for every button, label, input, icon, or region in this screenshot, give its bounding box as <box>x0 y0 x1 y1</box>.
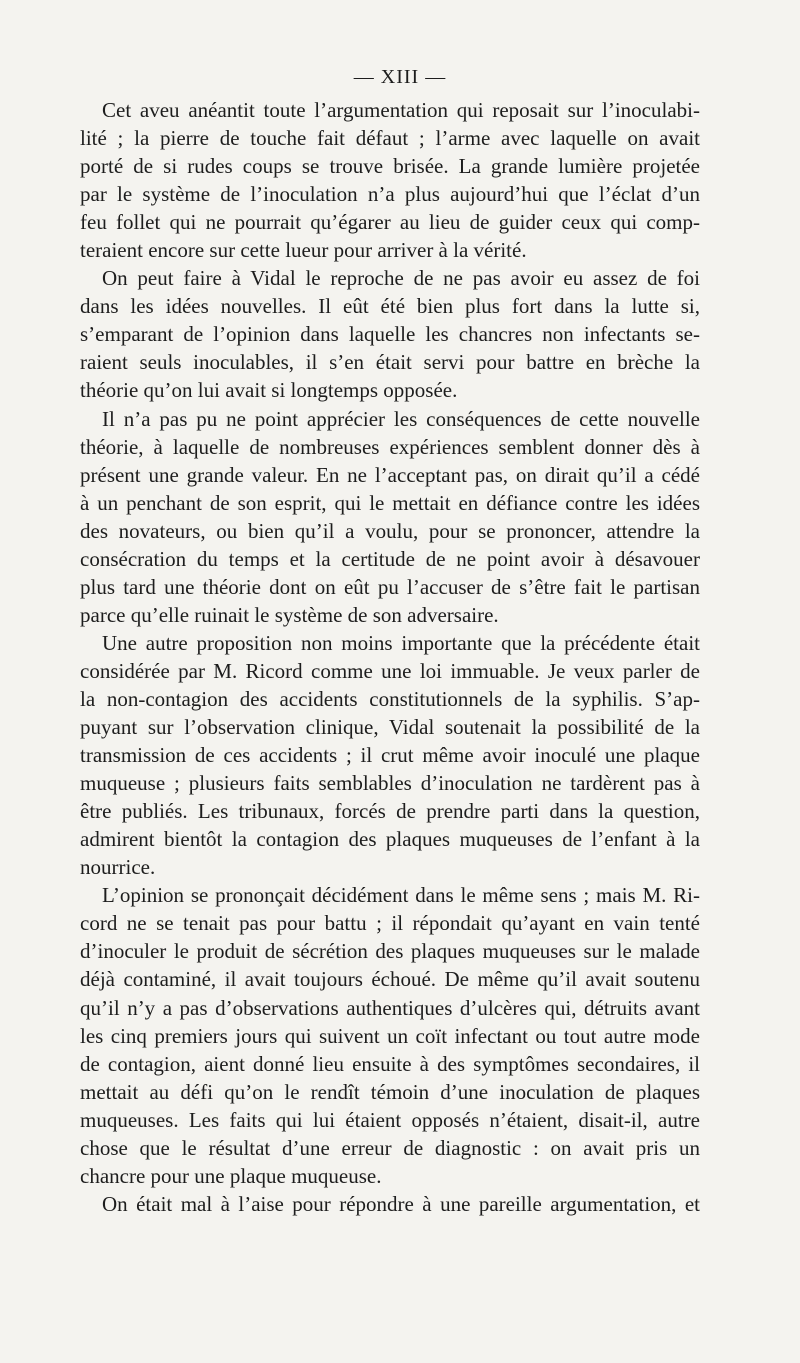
text-line: considérée par M. Ricord comme une loi immuable. Je veux parler de <box>80 658 700 683</box>
text-line: teraient encore sur cette lueur pour arriver à la vérité. <box>80 238 527 263</box>
text-line: consécration du temps et la certitude de ne point avoir à désavouer <box>80 546 700 571</box>
text-line: muqueuses. Les faits qui lui étaient opposés n’étaient, disait-il, autre <box>80 1107 700 1132</box>
text-line: puyant sur l’observation clinique, Vidal soutenait la possibilité de la <box>80 715 700 740</box>
body-text <box>80 96 700 1218</box>
text-line: lité ; la pierre de touche fait défaut ; l’arme avec laquelle on avait <box>80 126 700 151</box>
page-number: — XIII — <box>353 66 447 88</box>
text-line: On était mal à l’aise pour répondre à une pareille argumentation, et <box>102 1191 700 1216</box>
text-line: transmission de ces accidents ; il crut même avoir inoculé une plaque <box>80 743 700 768</box>
text-line: Une autre proposition non moins importante que la précédente était <box>102 630 700 655</box>
text-line: théorie, à laquelle de nombreuses expériences semblent donner dès à <box>80 434 700 459</box>
text-line: plus tard une théorie dont on eût pu l’accuser de s’être fait le partisan <box>80 574 700 599</box>
text-line: être publiés. Les tribunaux, forcés de prendre parti dans la question, <box>80 799 700 824</box>
text-line: cord ne se tenait pas pour battu ; il répondait qu’ayant en vain tenté <box>80 911 700 936</box>
text-line: nourrice. <box>80 855 156 880</box>
text-line: On peut faire à Vidal le reproche de ne pas avoir eu assez de foi <box>102 266 700 291</box>
text-line: théorie qu’on lui avait si longtemps opposée. <box>80 378 458 403</box>
text-line: à un penchant de son esprit, qui le mettait en défiance contre les idées <box>80 490 700 515</box>
text-line: Cet aveu anéantit toute l’argumentation qui reposait sur l’inoculabi- <box>102 98 700 122</box>
text-line: les cinq premiers jours qui suivent un coït infectant ou tout autre mode <box>80 1023 700 1048</box>
text-line: qu’il n’y a pas d’observations authentiques d’ulcères qui, détruits avant <box>80 995 700 1020</box>
text-line: chancre pour une plaque muqueuse. <box>80 1163 382 1188</box>
text-line: présent une grande valeur. En ne l’acceptant pas, on dirait qu’il a cédé <box>80 462 700 487</box>
text-line: muqueuse ; plusieurs faits semblables d’inoculation ne tardèrent pas à <box>80 771 700 796</box>
text-line: la non-contagion des accidents constitutionnels de la syphilis. S’ap- <box>80 686 700 711</box>
text-line: admirent bientôt la contagion des plaques muqueuses de l’enfant à la <box>80 827 700 852</box>
text-line: porté de si rudes coups se trouve brisée. La grande lumière projetée <box>80 154 700 179</box>
text-line: par le système de l’inoculation n’a plus aujourd’hui que l’éclat d’un <box>80 182 700 207</box>
text-line: dans les idées nouvelles. Il eût été bien plus fort dans la lutte si, <box>80 294 700 319</box>
text-line: chose que le résultat d’une erreur de diagnostic : on avait pris un <box>80 1135 700 1160</box>
text-line: mettait au défi qu’on le rendît témoin d’une inoculation de plaques <box>80 1079 700 1104</box>
text-line: feu follet qui ne pourrait qu’égarer au lieu de guider ceux qui comp- <box>80 210 700 235</box>
text-line: raient seuls inoculables, il s’en était servi pour battre en brèche la <box>80 350 700 375</box>
text-line: s’emparant de l’opinion dans laquelle les chancres non infectants se- <box>80 322 700 347</box>
text-line: d’inoculer le produit de sécrétion des plaques muqueuses sur le malade <box>80 939 700 964</box>
text-line: Il n’a pas pu ne point apprécier les conséquences de cette nouvelle <box>102 406 700 431</box>
text-line: L’opinion se prononçait décidément dans le même sens ; mais M. Ri- <box>102 883 700 908</box>
text-line: des novateurs, ou bien qu’il a voulu, pour se prononcer, attendre la <box>80 518 700 543</box>
text-line: déjà contaminé, il avait toujours échoué. De même qu’il avait soutenu <box>80 967 700 992</box>
text-line: parce qu’elle ruinait le système de son adversaire. <box>80 602 499 627</box>
text-line: de contagion, aient donné lieu ensuite à des symptômes secondaires, il <box>80 1051 700 1076</box>
